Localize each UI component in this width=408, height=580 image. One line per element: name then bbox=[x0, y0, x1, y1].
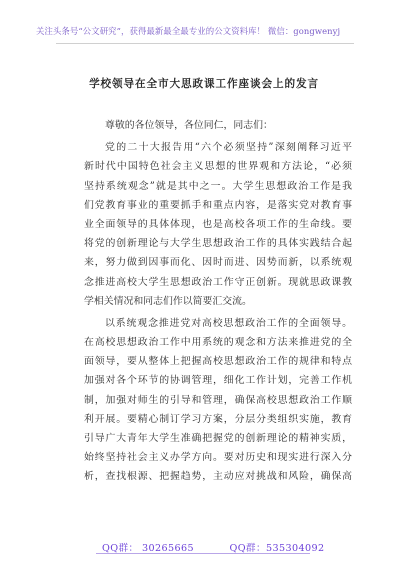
body-line: 面领导，要从整体上把握高校思想政治工作的规律和特点 bbox=[84, 356, 352, 368]
body-line: 加强对各个环节的协调管理，细化工作计划，完善工作机 bbox=[84, 375, 352, 387]
salutation-line: 尊敬的各位领导，各位同仁，同志们： bbox=[105, 120, 273, 131]
body-line: 党的二十大报告用“六个必须坚持”深刻阐释习近平 bbox=[105, 142, 352, 154]
header-notice: 关注头条号“公文研究”，获得最新最全最专业的公文资料库！ 微信：gongwenyj bbox=[36, 26, 341, 36]
body-line: 业全面领导的具体体现，也是高校各项工作的生命线。要 bbox=[84, 218, 352, 230]
footer-qq-groups bbox=[102, 540, 325, 554]
qq-group-1: QQ群： 30265665 bbox=[102, 543, 194, 554]
header-divider bbox=[56, 43, 354, 44]
body-line: 念推进高校大学生思想政治工作守正创新。现就思政课教 bbox=[84, 276, 352, 288]
body-line: 来，努力做到因事而化、因时而进、因势而新，以系统观 bbox=[84, 257, 352, 269]
section-heading-line: 以系统观念推进党对高校思想政治工作的全面领导。 bbox=[105, 317, 352, 329]
body-line: 制，加强对师生的引导和管理，确保高校思想政治工作顺 bbox=[84, 394, 352, 406]
document-title: 学校领导在全市大思政课工作座谈会上的发言 bbox=[89, 78, 319, 90]
body-line: 学相关情况和同志们作以简要汇交流。 bbox=[84, 295, 252, 307]
body-line: 始终坚持社会主义办学方向。要对历史和现实进行深入分 bbox=[84, 452, 352, 464]
body-line: 利开展。要精心制订学习方案，分层分类组织实施，教育 bbox=[84, 413, 352, 425]
body-line: 在高校思想政治工作中用系统的观念和方法来推进党的全 bbox=[84, 337, 352, 349]
body-line: 新时代中国特色社会主义思想的世界观和方法论，“必须 bbox=[84, 161, 352, 173]
footer-divider bbox=[96, 553, 310, 554]
qq-group-2: QQ群：535304092 bbox=[229, 543, 325, 554]
body-line: 们党教育事业的重要抓手和重点内容，是落实党对教育事 bbox=[84, 199, 352, 211]
body-line: 将党的创新理论与大学生思想政治工作的具体实践结合起 bbox=[84, 238, 352, 250]
body-line: 析，查找根源、把握趋势，主动应对挑战和风险，确保高 bbox=[84, 471, 352, 483]
body-line: 引导广大青年大学生准确把握党的创新理论的精神实质， bbox=[84, 433, 352, 444]
document-body bbox=[84, 116, 352, 487]
body-line: 坚持系统观念”就是其中之一。大学生思想政治工作是我 bbox=[84, 180, 352, 192]
